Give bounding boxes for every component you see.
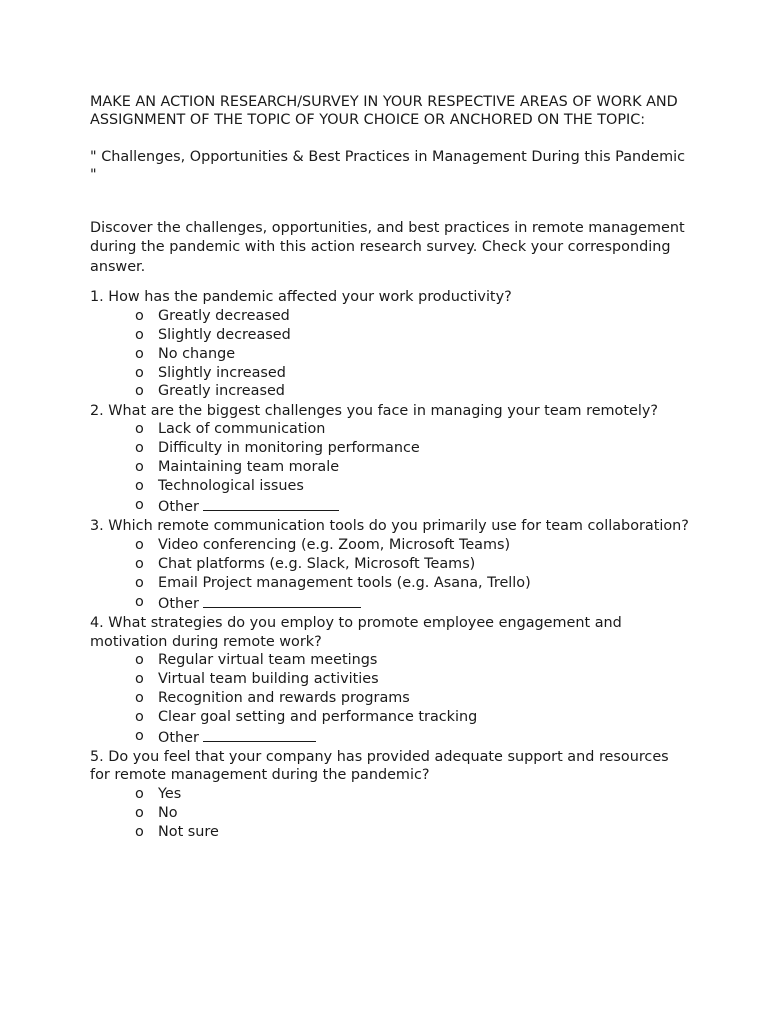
bullet-icon: o: [135, 651, 144, 668]
bullet-icon: o: [135, 785, 144, 802]
document-page: [90, 93, 690, 842]
option-label: Greatly increased: [158, 383, 285, 400]
spacer: [90, 185, 690, 219]
survey-intro: Discover the challenges, opportunities, and best practices in remote management during the pandemic with this action research survey. Check your corresponding answer.: [90, 219, 685, 275]
option-item[interactable]: [90, 477, 690, 496]
question-1: [90, 288, 690, 401]
blank-line[interactable]: [203, 593, 361, 608]
option-label: Other: [158, 729, 199, 746]
option-item[interactable]: [90, 536, 690, 555]
option-label: Difficulty in monitoring performance: [158, 440, 420, 457]
option-label: Chat platforms (e.g. Slack, Microsoft Teams): [158, 555, 476, 572]
option-item[interactable]: [90, 823, 690, 842]
question-2: [90, 402, 690, 517]
option-label: Yes: [158, 785, 182, 802]
question-4: [90, 614, 690, 747]
bullet-icon: o: [135, 804, 144, 821]
option-label: Greatly decreased: [158, 307, 290, 324]
bullet-icon: o: [135, 364, 144, 381]
bullet-icon: o: [135, 823, 144, 840]
option-item[interactable]: [90, 785, 690, 804]
option-label: No change: [158, 345, 236, 362]
option-item[interactable]: [90, 593, 690, 614]
option-label: Virtual team building activities: [158, 670, 379, 687]
option-label: Video conferencing (e.g. Zoom, Microsoft Teams): [158, 536, 511, 553]
option-item[interactable]: [90, 364, 690, 383]
bullet-icon: o: [135, 421, 144, 438]
bullet-icon: o: [135, 307, 144, 324]
option-label: Regular virtual team meetings: [158, 651, 378, 668]
option-list: [90, 536, 690, 614]
bullet-icon: o: [135, 478, 144, 495]
spacer: [90, 277, 690, 288]
question-3: [90, 517, 690, 613]
option-label: Technological issues: [158, 478, 304, 495]
option-item[interactable]: [90, 345, 690, 364]
bullet-icon: o: [135, 670, 144, 687]
option-label: Slightly increased: [158, 364, 286, 381]
option-item[interactable]: [90, 326, 690, 345]
blank-line[interactable]: [203, 496, 339, 511]
option-label: Maintaining team morale: [158, 459, 340, 476]
option-item[interactable]: [90, 651, 690, 670]
option-list: [90, 651, 690, 748]
bullet-icon: o: [135, 555, 144, 572]
bullet-icon: o: [135, 345, 144, 362]
option-item[interactable]: [90, 382, 690, 401]
bullet-icon: o: [135, 689, 144, 706]
option-item[interactable]: [90, 708, 690, 727]
option-list: [90, 785, 690, 842]
option-label: Slightly decreased: [158, 326, 291, 343]
option-item[interactable]: [90, 689, 690, 708]
option-item[interactable]: [90, 574, 690, 593]
question-text: 4. What strategies do you employ to promote employee engagement and motivation during remote work?: [90, 615, 622, 650]
option-label: Lack of communication: [158, 421, 326, 438]
option-item[interactable]: [90, 439, 690, 458]
spacer: [90, 130, 690, 148]
question-text: 1. How has the pandemic affected your work productivity?: [90, 289, 512, 306]
option-label: Recognition and rewards programs: [158, 689, 410, 706]
bullet-icon: o: [135, 593, 144, 610]
bullet-icon: o: [135, 496, 144, 513]
question-text: 5. Do you feel that your company has provided adequate support and resources for remote management during the pandemic?: [90, 749, 669, 784]
option-label: No: [158, 804, 178, 821]
bullet-icon: o: [135, 326, 144, 343]
option-label: Other: [158, 595, 199, 612]
bullet-icon: o: [135, 708, 144, 725]
option-item[interactable]: [90, 458, 690, 477]
bullet-icon: o: [135, 440, 144, 457]
option-item[interactable]: [90, 804, 690, 823]
bullet-icon: o: [135, 574, 144, 591]
question-text: 2. What are the biggest challenges you face in managing your team remotely?: [90, 402, 659, 419]
option-label: Not sure: [158, 823, 219, 840]
option-item[interactable]: [90, 727, 690, 748]
bullet-icon: o: [135, 536, 144, 553]
option-label: Other: [158, 498, 199, 515]
blank-line[interactable]: [203, 727, 316, 742]
option-item[interactable]: [90, 555, 690, 574]
option-list: [90, 307, 690, 402]
bullet-icon: o: [135, 383, 144, 400]
option-item[interactable]: [90, 496, 690, 517]
option-item[interactable]: [90, 670, 690, 689]
option-list: [90, 420, 690, 517]
question-text: 3. Which remote communication tools do you primarily use for team collaboration?: [90, 518, 689, 535]
option-label: Email Project management tools (e.g. Asana, Trello): [158, 574, 531, 591]
option-item[interactable]: [90, 420, 690, 439]
option-label: Clear goal setting and performance tracking: [158, 708, 478, 725]
question-5: [90, 748, 690, 842]
survey-topic: " Challenges, Opportunities & Best Practices in Management During this Pandemic ": [90, 148, 686, 184]
bullet-icon: o: [135, 727, 144, 744]
assignment-heading: MAKE AN ACTION RESEARCH/SURVEY IN YOUR RESPECTIVE AREAS OF WORK AND ASSIGNMENT OF THE TOPIC OF YOUR CHOICE OR ANCHORED ON THE TOPIC:: [90, 94, 678, 129]
bullet-icon: o: [135, 459, 144, 476]
option-item[interactable]: [90, 307, 690, 326]
